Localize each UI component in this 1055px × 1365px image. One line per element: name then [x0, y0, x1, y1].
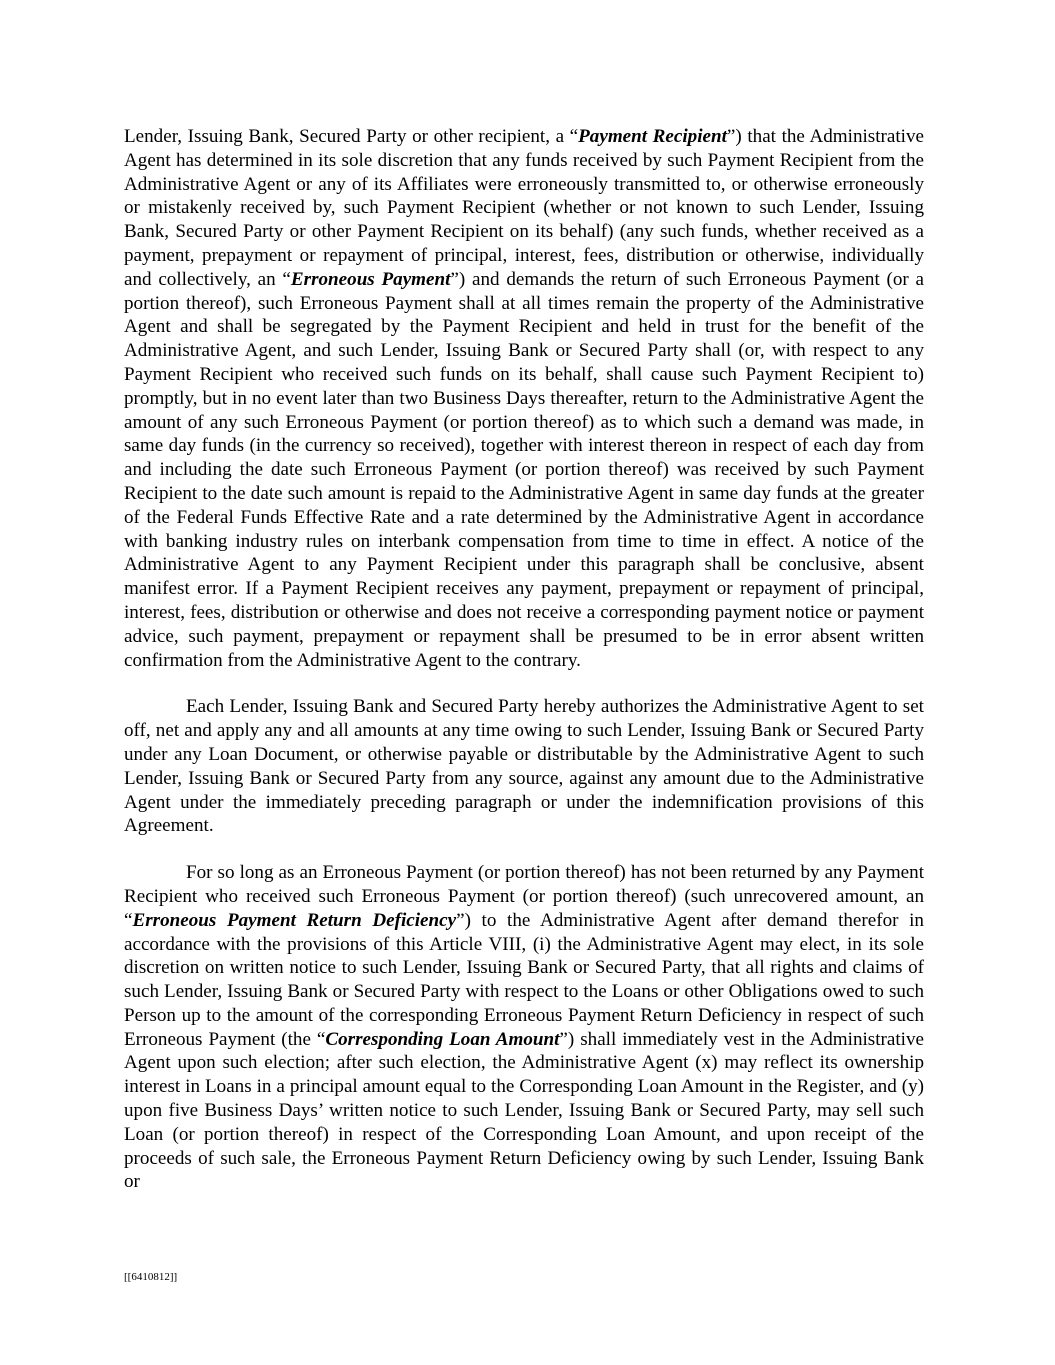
paragraph-text: ”) and demands the return of such Erroneous Payment (or a portion thereof), such Erroneous Payment shall at all times remain the property of the Administrative Agent and shall be segregated by the Payment Recipient and held in trust for the benefit of the Administrative Agent, and such Lender, Issuing Bank or Secured Party shall (or, with respect to any Payment Recipient who received such funds on its behalf, shall cause such Payment Recipient to) promptly, but in no event later than two Business Days thereafter, return to the Administrative Agent the amount of any such Erroneous Payment (or portion thereof) as to which such a demand was made, in same day funds (in the currency so received), together with interest thereon in respect of each day from and including the date such Erroneous Payment (or portion thereof) was received by such Payment Recipient to the date such amount is repaid to the Administrative Agent in same day funds at the greater of the Federal Funds Effective Rate and a rate determined by the Administrative Agent in accordance with banking industry rules on interbank compensation from time to time in effect. A notice of the Administrative Agent to any Payment Recipient under this paragraph shall be conclusive, absent manifest error. If a Payment Recipient receives any payment, prepayment or repayment of principal, interest, fees, distribution or otherwise and does not receive a corresponding payment notice or payment advice, such payment, prepayment or repayment shall be presumed to be in error absent written confirmation from the Administrative Agent to the contrary. [124, 268, 925, 671]
defined-term-erroneous-payment: Erroneous Payment [290, 268, 451, 290]
paragraph-set-off [124, 695, 924, 838]
footer-document-id: [[6410812]] [124, 1271, 178, 1283]
paragraph-text: ”) shall immediately vest in the Administrative Agent upon such election; after such election, the Administrative Agent (x) may reflect its ownership interest in Loans in a principal amount equal to the Corresponding Loan Amount in the Register, and (y) upon five Business Days’ written notice to such Lender, Issuing Bank or Secured Party, may sell such Loan (or portion thereof) in respect of the Corresponding Loan Amount, and upon receipt of the proceeds of such sale, the Erroneous Payment Return Deficiency owing by such Lender, Issuing Bank or [124, 1028, 924, 1193]
paragraph-text: ”) that the Administrative Agent has determined in its sole discretion that any funds received by such Payment Recipient from the Administrative Agent or any of its Affiliates were erroneously transmitted to, or otherwise erroneously or mistakenly received by, such Payment Recipient (whether or not known to such Lender, Issuing Bank, Secured Party or other Payment Recipient on its behalf) (any such funds, whether received as a payment, prepayment or repayment of principal, interest, fees, distribution or otherwise, individually and collectively, an “ [124, 126, 924, 290]
paragraph-text: ”) to the Administrative Agent after demand therefor in accordance with the provisions of this Article VIII, (i) the Administrative Agent may elect, in its sole discretion on written notice to such Lender, Issuing Bank or Secured Party, that all rights and claims of such Lender, Issuing Bank or Secured Party with respect to the Loans or other Obligations owed to such Person up to the amount of the corresponding Erroneous Payment Return Deficiency in respect of such Erroneous Payment (the “ [124, 909, 924, 1050]
paragraph-text: Each Lender, Issuing Bank and Secured Party hereby authorizes the Administrative Agent to set off, net and apply any and all amounts at any time owing to such Lender, Issuing Bank or Secured Party under any Loan Document, or otherwise payable or distributable by the Administrative Agent to such Lender, Issuing Bank or Secured Party from any source, against any amount due to the Administrative Agent under the immediately preceding paragraph or under the indemnification provisions of this Agreement. [124, 696, 924, 837]
paragraph-return-deficiency [124, 861, 924, 1194]
defined-term-erroneous-payment-return-deficiency: Erroneous Payment Return Deficiency [132, 909, 457, 931]
document-body [124, 125, 924, 1217]
paragraph-text: Lender, Issuing Bank, Secured Party or other recipient, a “ [124, 126, 579, 147]
defined-term-payment-recipient: Payment Recipient [578, 126, 727, 147]
defined-term-corresponding-loan-amount: Corresponding Loan Amount [325, 1028, 560, 1050]
paragraph-text: For so long as an Erroneous Payment (or portion thereof) has not been returned by any Payment Recipient who received such Erroneous Payment (or portion thereof) (such unrecovered amount, an “ [124, 862, 924, 931]
paragraph-payment-recipient [124, 125, 924, 672]
